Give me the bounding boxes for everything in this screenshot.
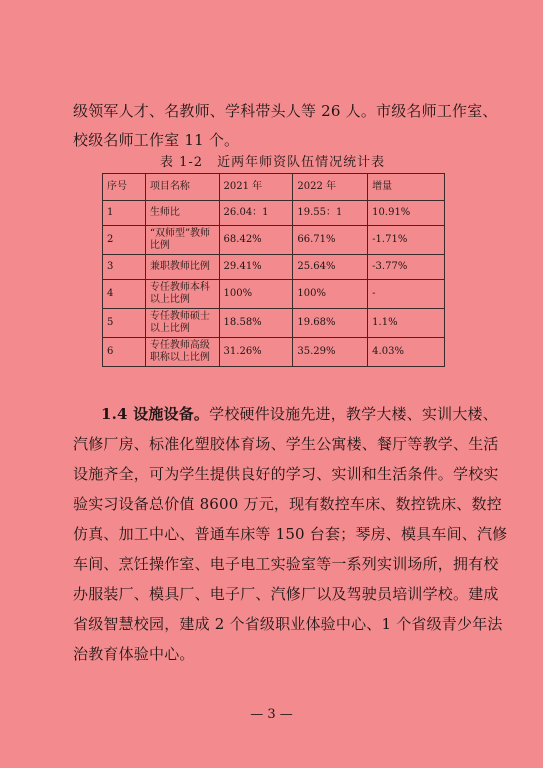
- cell-delta: -3.77%: [368, 255, 445, 280]
- cell-no: 6: [103, 338, 146, 367]
- header-cell-no: 序号: [103, 174, 146, 201]
- table-title: 表 1-2 近两年师资队伍情况统计表: [160, 155, 386, 170]
- paragraph-line: 治教育体验中心。: [73, 645, 195, 663]
- table-header-row: [103, 174, 445, 201]
- cell-delta: 4.03%: [368, 338, 445, 367]
- paragraph-line: 仿真、加工中心、普通车床等 150 台套；琴房、模具车间、汽修: [73, 525, 508, 543]
- cell-2022: 66.71%: [293, 226, 368, 255]
- table-row: [103, 255, 445, 280]
- paragraph-line: 车间、烹饪操作室、电子电工实验室等一系列实训场所，拥有校: [73, 555, 499, 573]
- table-row: [103, 309, 445, 338]
- paragraph-line: 省级智慧校园，建成 2 个省级职业体验中心、1 个省级青少年法: [73, 615, 503, 633]
- cell-no: 5: [103, 309, 146, 338]
- paragraph-line: 汽修厂房、标准化塑胶体育场、学生公寓楼、餐厅等教学、生活: [73, 435, 499, 453]
- header-cell-delta: 增量: [368, 174, 445, 201]
- table-row: [103, 201, 445, 226]
- table-row: [103, 280, 445, 309]
- cell-item: 专任教师高级职称以上比例: [145, 338, 219, 367]
- paragraph-line: 验实习设备总价值 8600 万元，现有数控车床、数控铣床、数控: [73, 495, 502, 513]
- cell-item: “双师型”教师比例: [145, 226, 219, 255]
- table-row: [103, 226, 445, 255]
- cell-item: 专任教师硕士以上比例: [145, 309, 219, 338]
- cell-item: 专任教师本科以上比例: [145, 280, 219, 309]
- cell-delta: 1.1%: [368, 309, 445, 338]
- header-cell-item: 项目名称: [145, 174, 219, 201]
- facilities-paragraph: [73, 399, 508, 669]
- intro-paragraph: [73, 97, 498, 155]
- cell-2022: 19.55：1: [293, 201, 368, 226]
- cell-delta: -: [368, 280, 445, 309]
- faculty-statistics-table: [102, 173, 445, 367]
- paragraph-text: 学校硬件设施先进，教学大楼、实训大楼、: [209, 405, 498, 423]
- section-heading: 1.4 设施设备。: [101, 405, 210, 423]
- header-cell-2022: 2022 年: [293, 174, 368, 201]
- header-cell-2021: 2021 年: [219, 174, 293, 201]
- cell-2021: 18.58%: [219, 309, 293, 338]
- cell-delta: -1.71%: [368, 226, 445, 255]
- cell-2021: 68.42%: [219, 226, 293, 255]
- cell-delta: 10.91%: [368, 201, 445, 226]
- paragraph-line: 办服装厂、模具厂、电子厂、汽修厂以及驾驶员培训学校。建成: [73, 585, 499, 603]
- cell-2021: 100%: [219, 280, 293, 309]
- cell-no: 2: [103, 226, 146, 255]
- table-row: [103, 338, 445, 367]
- cell-2022: 19.68%: [293, 309, 368, 338]
- paragraph-line: 设施齐全，可为学生提供良好的学习、实训和生活条件。学校实: [73, 465, 499, 483]
- cell-2021: 31.26%: [219, 338, 293, 367]
- paragraph-line: [73, 399, 498, 429]
- cell-2022: 100%: [293, 280, 368, 309]
- paragraph-line: 校级名师工作室 11 个。: [73, 131, 240, 149]
- page-number: — 3 —: [250, 707, 293, 722]
- cell-no: 1: [103, 201, 146, 226]
- cell-2022: 35.29%: [293, 338, 368, 367]
- paragraph-line: 级领军人才、名教师、学科带头人等 26 人。市级名师工作室、: [73, 102, 498, 120]
- cell-2022: 25.64%: [293, 255, 368, 280]
- cell-no: 3: [103, 255, 146, 280]
- cell-item: 生师比: [145, 201, 219, 226]
- cell-2021: 29.41%: [219, 255, 293, 280]
- cell-no: 4: [103, 280, 146, 309]
- cell-2021: 26.04：1: [219, 201, 293, 226]
- cell-item: 兼职教师比例: [145, 255, 219, 280]
